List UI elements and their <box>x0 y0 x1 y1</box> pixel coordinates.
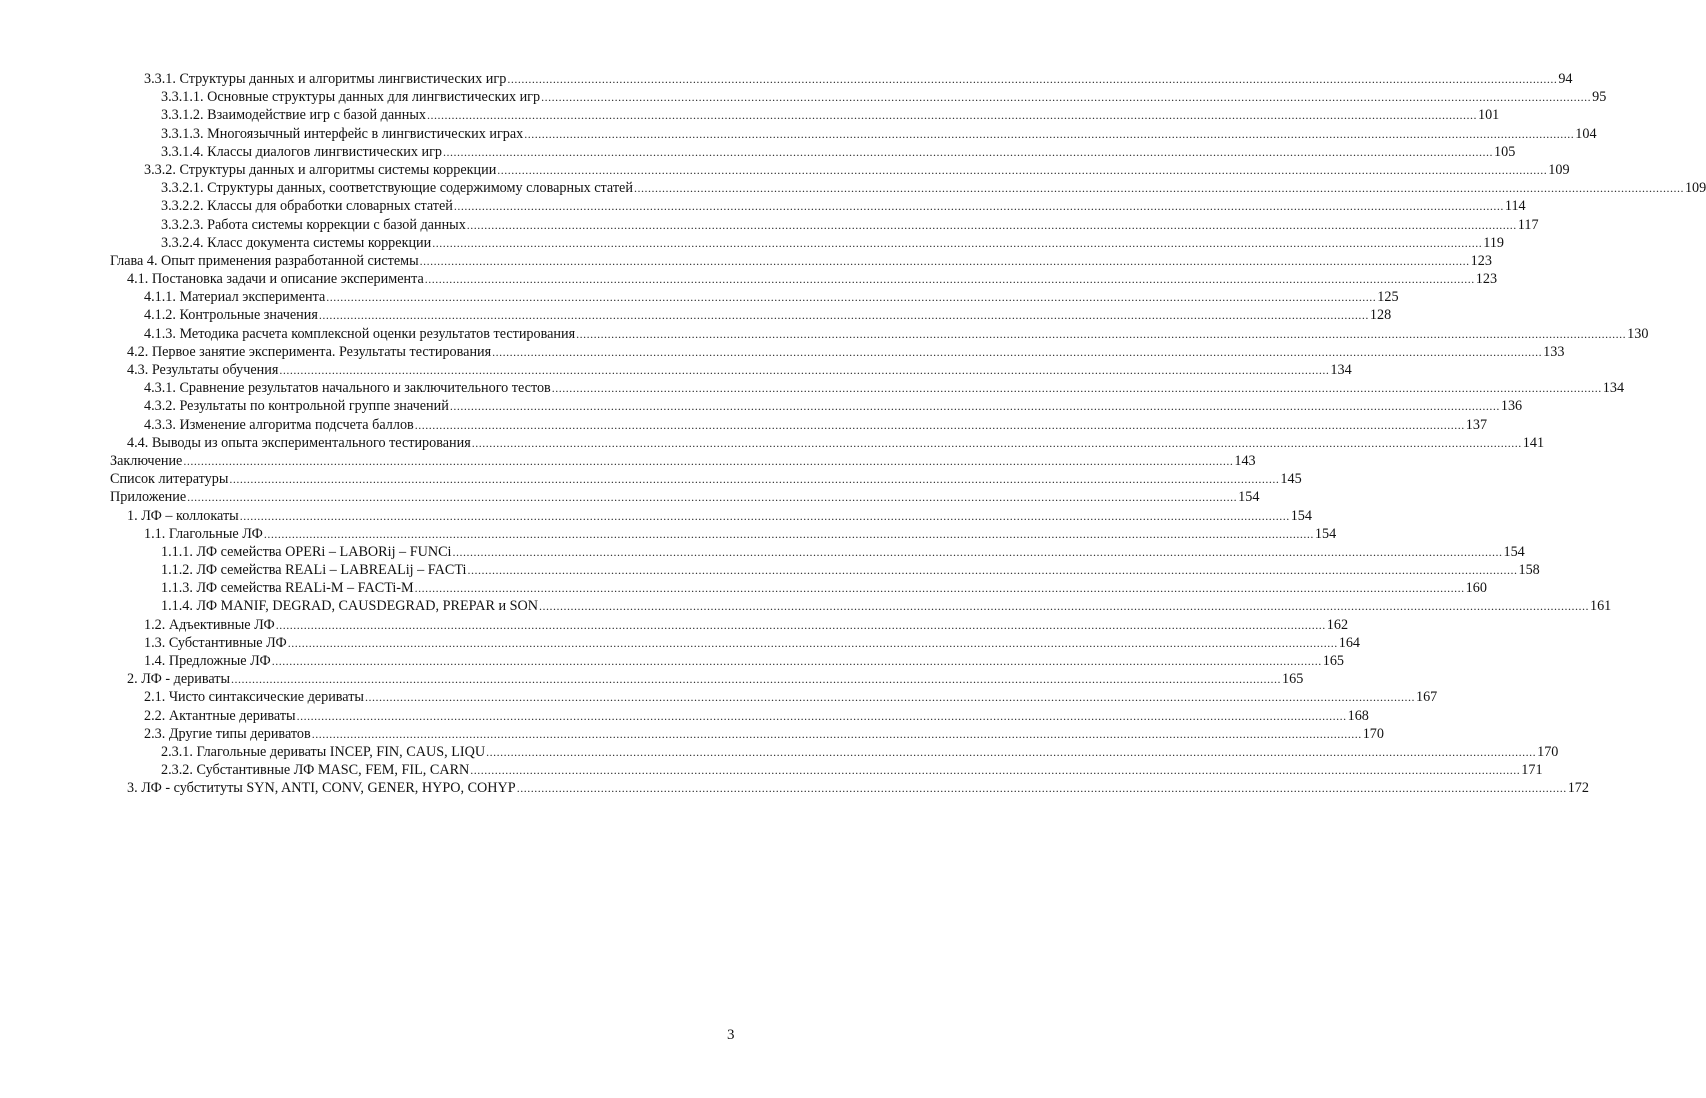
toc-leader-dots: ............................................................................................................................................................................................................................................................................................................ <box>263 526 1314 541</box>
toc-entry-title: 2.3.1. Глагольные дериваты INCEP, FIN, CAUS, LIQU <box>161 743 486 760</box>
toc-entry <box>110 579 1487 597</box>
toc-entry-page: 104 <box>1575 125 1597 142</box>
toc-entry-page: 130 <box>1627 325 1649 342</box>
toc-entry-title: 2.3. Другие типы дериватов <box>144 725 311 742</box>
toc-entry-title: 4.1.1. Материал эксперимента <box>144 289 326 306</box>
toc-entry <box>110 470 1302 488</box>
toc-entry <box>110 761 1543 779</box>
toc-entry-title: 2.3.2. Субстантивные ЛФ MASC, FEM, FIL, CARN <box>161 762 470 779</box>
toc-entry <box>110 434 1545 452</box>
toc-entry-title: 1.1.3. ЛФ семейства REALi-M – FACTi-M <box>161 580 414 597</box>
toc-entry-title: 3.3.1.3. Многоязычный интерфейс в лингвистических играх <box>161 125 524 142</box>
toc-leader-dots: ............................................................................................................................................................................................................................................................................................................ <box>326 290 1377 305</box>
toc-leader-dots: ............................................................................................................................................................................................................................................................................................................ <box>497 162 1548 177</box>
toc-leader-dots: ............................................................................................................................................................................................................................................................................................................ <box>443 144 1494 159</box>
toc-entry-title: 3.3.1.4. Классы диалогов лингвистических игр <box>161 143 443 160</box>
toc-entry-page: 172 <box>1567 780 1589 797</box>
toc-entry-page: 128 <box>1369 307 1392 324</box>
toc-entry <box>110 106 1500 124</box>
toc-entry-title: 4.2. Первое занятие эксперимента. Результаты тестирования <box>127 343 492 360</box>
toc-entry-page: 94 <box>1558 71 1573 87</box>
toc-leader-dots: ............................................................................................................................................................................................................................................................................................................ <box>311 726 1362 741</box>
toc-entry-page: 164 <box>1338 634 1361 651</box>
toc-entry-title: 1. ЛФ – коллокаты <box>127 507 239 524</box>
toc-entry-page: 158 <box>1518 562 1540 579</box>
toc-entry-page: 117 <box>1517 216 1539 233</box>
toc-leader-dots: ............................................................................................................................................................................................................................................................................................................ <box>492 344 1543 359</box>
toc-entry <box>110 561 1540 579</box>
toc-entry-page: 109 <box>1548 161 1570 178</box>
toc-leader-dots: ............................................................................................................................................................................................................................................................................................................ <box>453 199 1504 214</box>
toc-leader-dots: ............................................................................................................................................................................................................................................................................................................ <box>470 763 1521 778</box>
toc-entry <box>110 743 1559 761</box>
toc-entry-title: Список литературы <box>110 471 229 488</box>
toc-leader-dots: ............................................................................................................................................................................................................................................................................................................ <box>576 326 1627 341</box>
toc-entry <box>110 707 1369 725</box>
toc-leader-dots: ............................................................................................................................................................................................................................................................................................................ <box>486 744 1537 759</box>
toc-entry-page: 165 <box>1322 653 1345 669</box>
toc-entry <box>110 325 1649 343</box>
toc-entry <box>110 543 1525 561</box>
toc-entry-page: 161 <box>1589 598 1612 615</box>
toc-entry-page: 165 <box>1282 671 1304 688</box>
toc-leader-dots: ............................................................................................................................................................................................................................................................................................................ <box>414 581 1465 596</box>
toc-entry-title: 4.1.3. Методика расчета комплексной оценки результатов тестирования <box>144 325 576 342</box>
toc-entry <box>110 88 1607 106</box>
toc-entry <box>110 634 1361 652</box>
toc-entry-title: Глава 4. Опыт применения разработанной системы <box>110 252 419 269</box>
toc-entry-page: 133 <box>1543 343 1565 360</box>
toc-entry <box>110 616 1349 634</box>
toc-entry-title: 4.3.2. Результаты по контрольной группе значений <box>144 398 449 415</box>
toc-entry-title: 4.3.1. Сравнение результатов начального и заключительного тестов <box>144 380 551 397</box>
page-number: 3 <box>727 1027 735 1043</box>
toc-leader-dots: ............................................................................................................................................................................................................................................................................................................ <box>239 508 1290 523</box>
toc-leader-dots: ............................................................................................................................................................................................................................................................................................................ <box>426 108 1477 123</box>
toc-entry <box>110 252 1492 270</box>
toc-entry <box>110 416 1488 434</box>
toc-entry <box>110 597 1612 615</box>
toc-entry <box>110 70 1573 88</box>
toc-entry-page: 134 <box>1602 380 1625 397</box>
toc-leader-dots: ............................................................................................................................................................................................................................................................................................................ <box>364 690 1415 705</box>
toc-leader-dots: ............................................................................................................................................................................................................................................................................................................ <box>287 635 1338 650</box>
toc-leader-dots: ............................................................................................................................................................................................................................................................................................................ <box>275 617 1326 632</box>
toc-entry <box>110 725 1384 743</box>
toc-entry-page: 123 <box>1470 252 1492 269</box>
toc-entry-page: 134 <box>1330 362 1352 378</box>
toc-entry <box>110 125 1597 143</box>
toc-leader-dots: ............................................................................................................................................................................................................................................................................................................ <box>507 72 1558 86</box>
toc-entry-title: 3.3.2.3. Работа системы коррекции с базой данных <box>161 216 466 233</box>
toc-leader-dots: ............................................................................................................................................................................................................................................................................................................ <box>449 399 1500 414</box>
toc-leader-dots: ............................................................................................................................................................................................................................................................................................................ <box>318 308 1369 323</box>
toc-leader-dots: ............................................................................................................................................................................................................................................................................................................ <box>231 672 1282 687</box>
table-of-contents <box>110 70 1706 798</box>
toc-entry-page: 170 <box>1537 743 1559 760</box>
toc-entry-page: 171 <box>1521 762 1543 779</box>
toc-entry-title: 3.3.1.2. Взаимодействие игр с базой данных <box>161 107 426 124</box>
toc-entry <box>110 306 1392 324</box>
toc-entry <box>110 397 1523 415</box>
toc-entry-title: 1.1.2. ЛФ семейства REALi – LABREALij – FACTi <box>161 562 467 579</box>
toc-entry <box>110 452 1256 470</box>
toc-leader-dots: ............................................................................................................................................................................................................................................................................................................ <box>551 381 1602 396</box>
toc-leader-dots: ............................................................................................................................................................................................................................................................................................................ <box>524 126 1575 141</box>
toc-entry <box>110 779 1589 797</box>
toc-entry-title: 4.1. Постановка задачи и описание эксперимента <box>127 271 424 288</box>
toc-entry-title: 3.3.2.1. Структуры данных, соответствующие содержимому словарных статей <box>161 180 633 197</box>
toc-entry <box>110 688 1438 706</box>
toc-entry-title: 3. ЛФ - субституты SYN, ANTI, CONV, GENER, HYPO, COHYP <box>127 780 516 797</box>
toc-entry <box>110 197 1526 215</box>
toc-entry-title: 1.1.1. ЛФ семейства OPERi – LABORij – FUNCi <box>161 543 452 560</box>
toc-entry <box>110 161 1570 179</box>
toc-entry-page: 141 <box>1522 434 1545 451</box>
toc-entry-page: 137 <box>1465 416 1488 433</box>
toc-leader-dots: ............................................................................................................................................................................................................................................................................................................ <box>187 490 1238 505</box>
toc-entry <box>110 234 1505 252</box>
toc-leader-dots: ............................................................................................................................................................................................................................................................................................................ <box>419 253 1470 268</box>
toc-leader-dots: ............................................................................................................................................................................................................................................................................................................ <box>271 654 1322 668</box>
toc-entry-title: Заключение <box>110 452 183 469</box>
toc-entry-title: 4.3.3. Изменение алгоритма подсчета баллов <box>144 416 414 433</box>
toc-entry-page: 123 <box>1475 271 1498 288</box>
toc-entry <box>110 143 1516 161</box>
toc-entry <box>110 270 1498 288</box>
toc-entry-title: 1.1. Глагольные ЛФ <box>144 525 263 542</box>
toc-entry <box>110 343 1565 361</box>
toc-entry-page: 154 <box>1314 525 1337 542</box>
toc-entry-title: 1.1.4. ЛФ MANIF, DEGRAD, CAUSDEGRAD, PREPAR и SON <box>161 598 538 615</box>
toc-entry-title: 3.3.2.2. Классы для обработки словарных статей <box>161 198 453 215</box>
toc-leader-dots: ............................................................................................................................................................................................................................................................................................................ <box>183 453 1234 468</box>
toc-leader-dots: ............................................................................................................................................................................................................................................................................................................ <box>414 417 1465 432</box>
toc-entry <box>110 216 1539 234</box>
toc-entry-page: 136 <box>1500 398 1523 415</box>
toc-entry-title: 3.3.2. Структуры данных и алгоритмы системы коррекции <box>144 161 497 178</box>
toc-entry-title: 1.2. Адъективные ЛФ <box>144 616 275 633</box>
toc-entry-page: 95 <box>1592 89 1607 106</box>
toc-leader-dots: ............................................................................................................................................................................................................................................................................................................ <box>229 472 1280 487</box>
toc-entry-title: 3.3.2.4. Класс документа системы коррекции <box>161 234 432 251</box>
toc-entry <box>110 179 1706 197</box>
toc-leader-dots: ............................................................................................................................................................................................................................................................................................................ <box>541 90 1592 105</box>
toc-entry-title: 3.3.1. Структуры данных и алгоритмы лингвистических игр <box>144 71 507 87</box>
toc-leader-dots: ............................................................................................................................................................................................................................................................................................................ <box>424 272 1475 287</box>
toc-entry-page: 167 <box>1415 689 1438 706</box>
toc-entry-page: 119 <box>1483 234 1505 251</box>
toc-entry-page: 101 <box>1477 107 1500 124</box>
toc-entry <box>110 361 1352 379</box>
toc-entry-title: 2. ЛФ - дериваты <box>127 671 231 688</box>
toc-entry-title: 3.3.1.1. Основные структуры данных для лингвистических игр <box>161 89 541 106</box>
toc-entry-title: 4.3. Результаты обучения <box>127 362 279 378</box>
toc-entry <box>110 507 1312 525</box>
toc-entry-page: 160 <box>1465 580 1487 597</box>
toc-entry-page: 105 <box>1494 143 1516 160</box>
toc-entry-page: 143 <box>1234 452 1256 469</box>
toc-leader-dots: ............................................................................................................................................................................................................................................................................................................ <box>452 544 1503 559</box>
toc-entry-title: 2.2. Актантные дериваты <box>144 707 296 724</box>
toc-entry <box>110 488 1260 506</box>
toc-leader-dots: ............................................................................................................................................................................................................................................................................................................ <box>633 181 1684 196</box>
toc-entry <box>110 288 1399 306</box>
toc-entry-page: 125 <box>1377 289 1399 306</box>
toc-entry-page: 168 <box>1347 707 1369 724</box>
toc-entry-title: 4.4. Выводы из опыта экспериментального тестирования <box>127 434 471 451</box>
toc-leader-dots: ............................................................................................................................................................................................................................................................................................................ <box>466 217 1517 232</box>
toc-entry <box>110 670 1304 688</box>
toc-entry <box>110 652 1345 670</box>
toc-leader-dots: ............................................................................................................................................................................................................................................................................................................ <box>516 781 1567 796</box>
toc-leader-dots: ............................................................................................................................................................................................................................................................................................................ <box>296 708 1347 723</box>
toc-leader-dots: ............................................................................................................................................................................................................................................................................................................ <box>471 435 1522 450</box>
toc-entry-page: 145 <box>1280 471 1302 488</box>
toc-leader-dots: ............................................................................................................................................................................................................................................................................................................ <box>432 235 1483 250</box>
toc-leader-dots: ............................................................................................................................................................................................................................................................................................................ <box>279 363 1330 377</box>
toc-entry-title: 1.3. Субстантивные ЛФ <box>144 634 287 651</box>
toc-entry-title: 1.4. Предложные ЛФ <box>144 653 271 669</box>
toc-entry-page: 154 <box>1503 543 1525 560</box>
toc-entry-title: 2.1. Чисто синтаксические дериваты <box>144 689 364 706</box>
toc-entry-page: 109 <box>1684 180 1706 197</box>
toc-entry-page: 154 <box>1290 507 1312 524</box>
toc-entry <box>110 379 1625 397</box>
toc-leader-dots: ............................................................................................................................................................................................................................................................................................................ <box>538 599 1589 614</box>
toc-entry-page: 170 <box>1362 725 1384 742</box>
toc-entry-title: 4.1.2. Контрольные значения <box>144 307 318 324</box>
toc-entry-title: Приложение <box>110 489 187 506</box>
toc-leader-dots: ............................................................................................................................................................................................................................................................................................................ <box>467 563 1518 578</box>
toc-entry-page: 162 <box>1326 616 1349 633</box>
toc-entry-page: 114 <box>1504 198 1526 215</box>
toc-entry-page: 154 <box>1238 489 1260 506</box>
toc-entry <box>110 525 1337 543</box>
